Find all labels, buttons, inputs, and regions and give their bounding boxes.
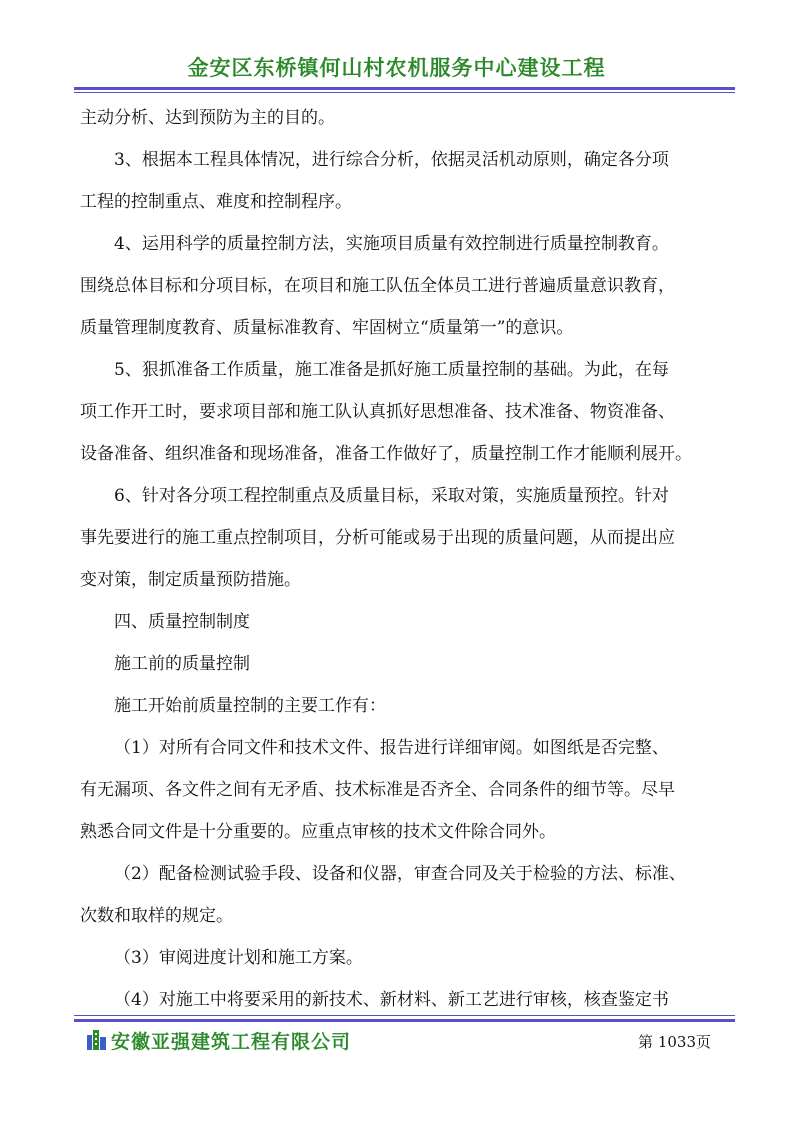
body-text-line: （1）对所有合同文件和技术文件、报告进行详细审阅。如图纸是否完整、 bbox=[114, 738, 669, 758]
body-text-line: 熟悉合同文件是十分重要的。应重点审核的技术文件除合同外。 bbox=[80, 822, 556, 842]
body-text-line: 5、狠抓准备工作质量，施工准备是抓好施工质量控制的基础。为此，在每 bbox=[114, 360, 669, 380]
body-text-line: （3）审阅进度计划和施工方案。 bbox=[114, 948, 363, 968]
body-text-line: 次数和取样的规定。 bbox=[80, 906, 233, 926]
body-text-line: 质量管理制度教育、质量标准教育、牢固树立“质量第一”的意识。 bbox=[80, 318, 574, 338]
footer-rule-thin bbox=[74, 1015, 735, 1016]
body-text-line: 3、根据本工程具体情况，进行综合分析，依据灵活机动原则，确定各分项 bbox=[114, 150, 669, 170]
body-text-line: 6、针对各分项工程控制重点及质量目标，采取对策，实施质量预控。针对 bbox=[114, 486, 669, 506]
body-text-line: 工程的控制重点、难度和控制程序。 bbox=[80, 192, 352, 212]
body-text-line: 四、质量控制制度 bbox=[114, 612, 250, 632]
footer-company-name: 安徽亚强建筑工程有限公司 bbox=[111, 1031, 352, 1053]
building-logo-icon bbox=[86, 1027, 108, 1051]
body-text-line: （4）对施工中将要采用的新技术、新材料、新工艺进行审核，核查鉴定书 bbox=[114, 990, 669, 1010]
header-rule-thin bbox=[74, 92, 735, 93]
body-text-line: （2）配备检测试验手段、设备和仪器，审查合同及关于检验的方法、标准、 bbox=[114, 864, 686, 884]
body-text-line: 事先要进行的施工重点控制项目，分析可能或易于出现的质量问题，从而提出应 bbox=[80, 528, 675, 548]
body-text-line: 施工开始前质量控制的主要工作有： bbox=[114, 696, 386, 716]
page-header-title: 金安区东桥镇何山村农机服务中心建设工程 bbox=[187, 56, 606, 80]
body-text-line: 围绕总体目标和分项目标，在项目和施工队伍全体员工进行普遍质量意识教育， bbox=[80, 276, 675, 296]
body-text-line: 有无漏项、各文件之间有无矛盾、技术标准是否齐全、合同条件的细节等。尽早 bbox=[80, 780, 675, 800]
body-text-line: 项工作开工时，要求项目部和施工队认真抓好思想准备、技术准备、物资准备、 bbox=[80, 402, 675, 422]
footer-rule bbox=[74, 1019, 735, 1022]
body-text-line: 施工前的质量控制 bbox=[114, 654, 250, 674]
body-text-line: 设备准备、组织准备和现场准备，准备工作做好了，质量控制工作才能顺利展开。 bbox=[80, 444, 692, 464]
body-text-line: 主动分析、达到预防为主的目的。 bbox=[80, 108, 335, 128]
header-rule bbox=[74, 87, 735, 90]
body-text-line: 4、运用科学的质量控制方法，实施项目质量有效控制进行质量控制教育。 bbox=[114, 234, 669, 254]
body-text-line: 变对策，制定质量预防措施。 bbox=[80, 570, 301, 590]
page-number: 第 1033页 bbox=[638, 1033, 711, 1051]
document-body bbox=[80, 97, 720, 1021]
